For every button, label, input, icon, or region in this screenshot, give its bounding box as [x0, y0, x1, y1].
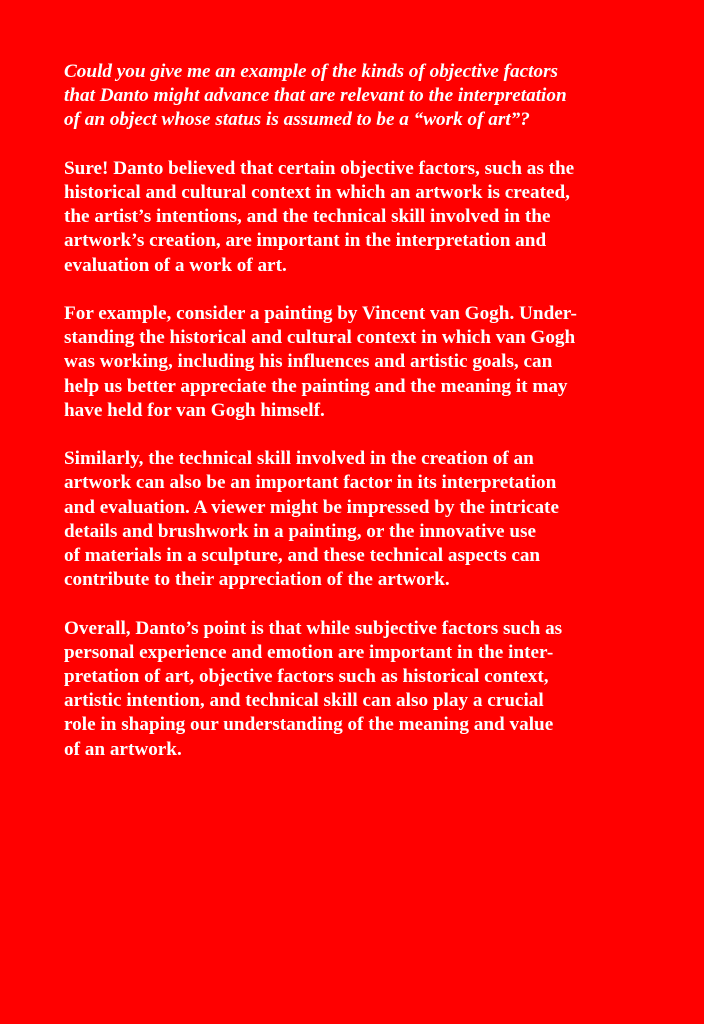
answer-line: was working, including his influences and artistic goals, can: [64, 351, 553, 373]
answer-line: Similarly, the technical skill involved in the creation of an: [64, 448, 534, 470]
answer-line: details and brushwork in a painting, or the innovative use: [64, 520, 536, 542]
question-line: of an object whose status is assumed to be a “work of art”?: [64, 109, 530, 131]
question-paragraph: [64, 60, 640, 133]
answer-line: artistic intention, and technical skill can also play a crucial: [64, 690, 544, 712]
answer-line: Sure! Danto believed that certain objective factors, such as the: [64, 157, 575, 179]
answer-paragraph-intro: [64, 157, 640, 278]
answer-line: pretation of art, objective factors such as historical context,: [64, 666, 549, 688]
question-line: that Danto might advance that are relevant to the interpretation: [64, 85, 567, 107]
answer-line: of materials in a sculpture, and these technical aspects can: [64, 545, 541, 567]
answer-line: have held for van Gogh himself.: [64, 399, 325, 421]
answer-paragraph-conclusion: [64, 617, 640, 762]
answer-paragraph-example: [64, 302, 640, 423]
answer-line: and evaluation. A viewer might be impressed by the intricate: [64, 496, 559, 518]
answer-line: Overall, Danto’s point is that while subjective factors such as: [64, 617, 563, 639]
answer-line: role in shaping our understanding of the meaning and value: [64, 714, 554, 736]
answer-line: evaluation of a work of art.: [64, 254, 287, 276]
answer-line: personal experience and emotion are important in the inter-: [64, 641, 554, 663]
answer-paragraph-technical-skill: [64, 447, 640, 592]
answer-line: of an artwork.: [64, 738, 182, 760]
answer-line: the artist’s intentions, and the technical skill involved in the: [64, 206, 551, 228]
question-line: Could you give me an example of the kinds of objective factors: [64, 61, 559, 82]
answer-line: artwork can also be an important factor in its interpretation: [64, 472, 557, 494]
answer-line: For example, consider a painting by Vincent van Gogh. Under-: [64, 303, 577, 324]
answer-line: standing the historical and cultural context in which van Gogh: [64, 327, 576, 349]
answer-line: artwork’s creation, are important in the interpretation and: [64, 230, 547, 252]
answer-line: help us better appreciate the painting and the meaning it may: [64, 375, 568, 397]
answer-line: historical and cultural context in which an artwork is created,: [64, 182, 570, 203]
answer-line: contribute to their appreciation of the artwork.: [64, 569, 450, 591]
text-block: [64, 60, 640, 786]
